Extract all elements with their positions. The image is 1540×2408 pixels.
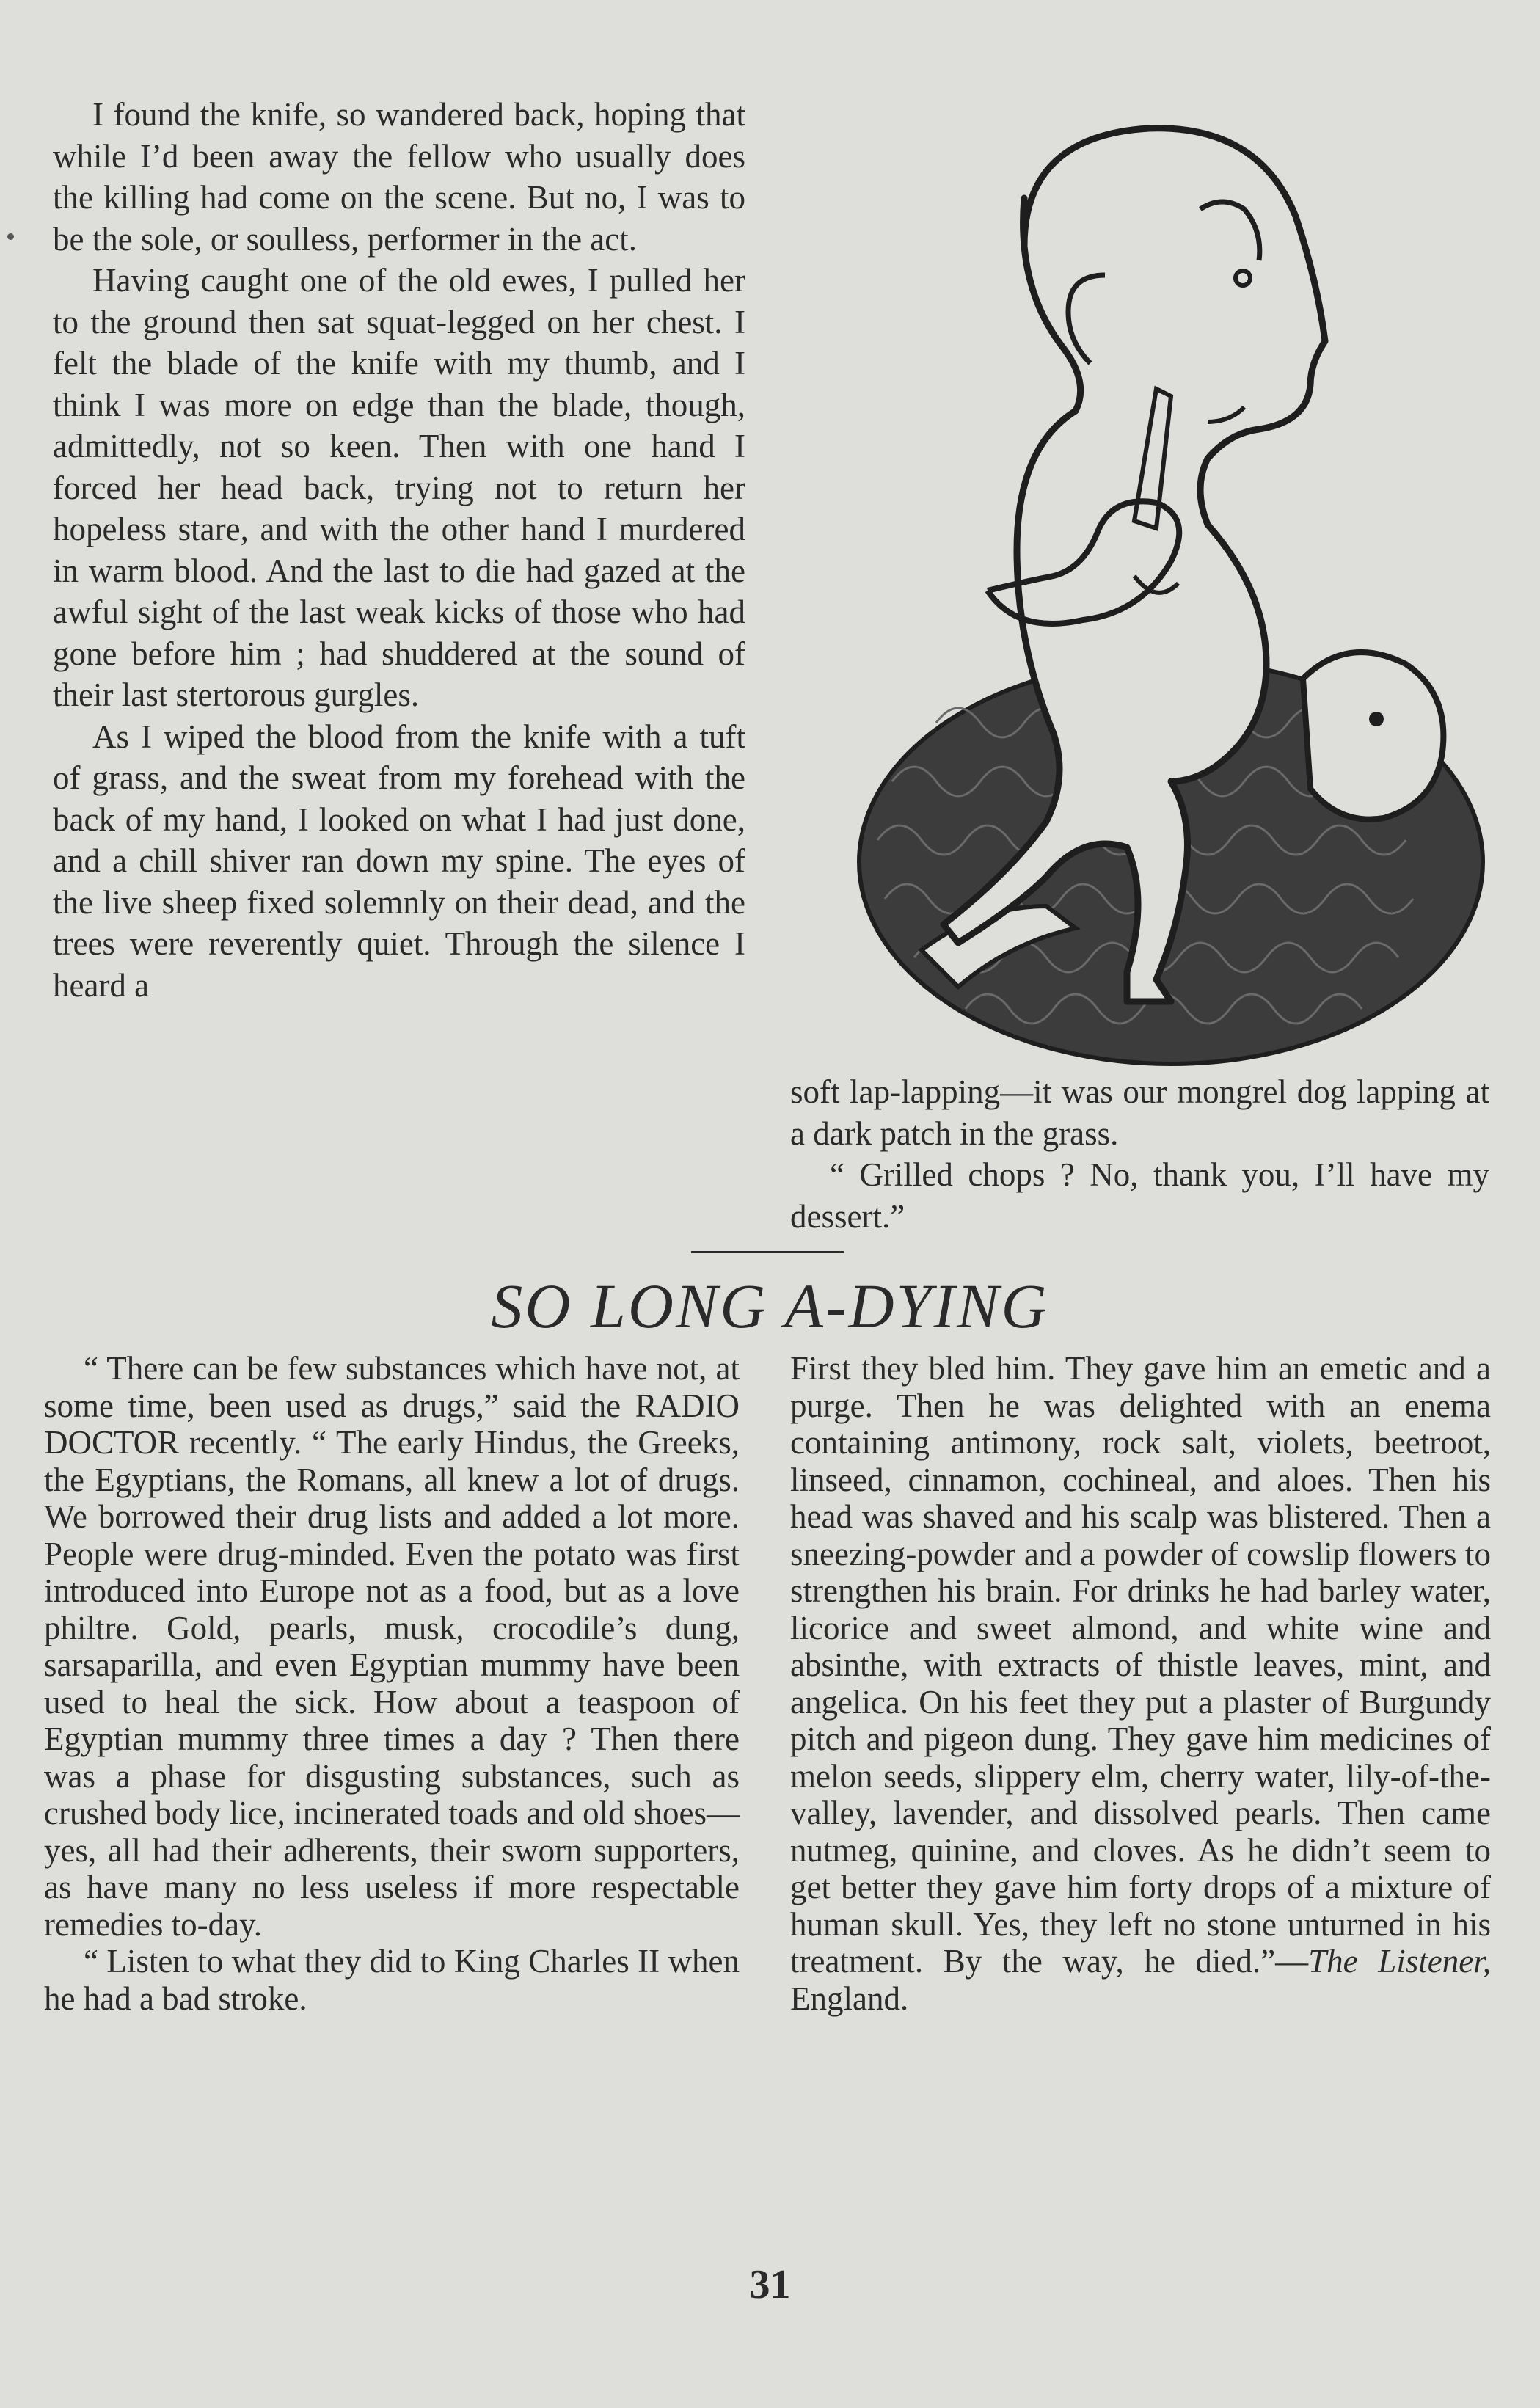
article-title: SO LONG A-DYING: [491, 1271, 1049, 1341]
article1-paragraph-4: soft lap-lapping—it was our mongrel dog lapping at a dark patch in the grass.: [790, 1073, 1489, 1152]
article2-left-column: [44, 1350, 740, 2017]
page-number: 31: [749, 2262, 791, 2307]
article1-paragraph-3: As I wiped the blood from the knife with a tuft of grass, and the sweat from my forehead with the back of my hand, I looked on what I had just done, and a chill shiver ran down my spine. The eyes of the live sheep fixed solemnly on their dead, and the trees were reverently quiet. Through the silence I heard a: [53, 718, 745, 1004]
article1-right-column: [790, 1071, 1489, 1237]
cartoon-man-with-knife-and-sheep-illustration: [789, 121, 1490, 1068]
article1-paragraph-1: I found the knife, so wandered back, hoping that while I’d been away the fellow who usually does the killing had come on the scene. But no, I was to be the sole, or soulless, performer in the act.: [53, 96, 745, 258]
article2-paragraph-3: [790, 1350, 1491, 2017]
margin-mark: [7, 233, 14, 240]
article1-paragraph-2: Having caught one of the old ewes, I pulled her to the ground then sat squat-legged on her chest. I felt the blade of the knife with my thumb, and I think I was more on edge than the blade, though, admittedly, not so keen. Then with one hand I forced her head back, trying not to return her hopeless stare, and with the other hand I murdered in warm blood. And the last to die had gazed at the awful sight of the last weak kicks of those who had gone before him ; had shuddered at the sound of their last stertorous gurgles.: [53, 262, 745, 713]
source-country: England.: [790, 1980, 909, 2017]
source-publication: The Listener,: [1308, 1943, 1492, 1980]
article2-body-text: First they bled him. They gave him an emetic and a purge. Then he was delighted with an enema containing antimony, rock salt, violets, beetroot, linseed, cinnamon, cochineal, and aloes. Then his head was shaved and his scalp was blistered. Then a sneezing-powder and a powder of cowslip flowers to strengthen his brain. For drinks he had barley water, licorice and sweet almond, and white wine and absinthe, with extracts of thistle leaves, mint, and angelica. On his feet they put a plaster of Burgundy pitch and pigeon dung. They gave him medicines of melon seeds, slippery elm, cherry water, lily-of-the-valley, lavender, and dissolved pearls. Then came nutmeg, quinine, and cloves. As he didn’t seem to get better they gave him forty drops of a mixture of human skull. Yes, they left no stone unturned in his treatment. By the way, he died.”—: [790, 1350, 1491, 1980]
article2-paragraph-1: “ There can be few substances which have not, at some time, been used as drugs,” said the RADIO DOCTOR recently. “ The early Hindus, the Greeks, the Egyptians, the Romans, all knew a lot of drugs. We borrowed their drug lists and added a lot more. People were drug-minded. Even the potato was first introduced into Europe not as a food, but as a love philtre. Gold, pearls, musk, crocodile’s dung, sarsaparilla, and even Egyptian mummy have been used to heal the sick. How about a teaspoon of Egyptian mummy three times a day ? Then there was a phase for disgusting substances, such as crushed body lice, incinerated toads and old shoes—yes, all had their adherents, their sworn supporters, as have many no less useless if more respectable remedies to-day.: [44, 1350, 740, 1943]
article1-left-column: [53, 94, 745, 1006]
article1-paragraph-5: “ Grilled chops ? No, thank you, I’ll have my dessert.”: [790, 1156, 1489, 1235]
section-divider: [691, 1251, 844, 1253]
article2-right-column: [790, 1350, 1491, 2017]
article2-paragraph-2: “ Listen to what they did to King Charles II when he had a bad stroke.: [44, 1943, 740, 2017]
